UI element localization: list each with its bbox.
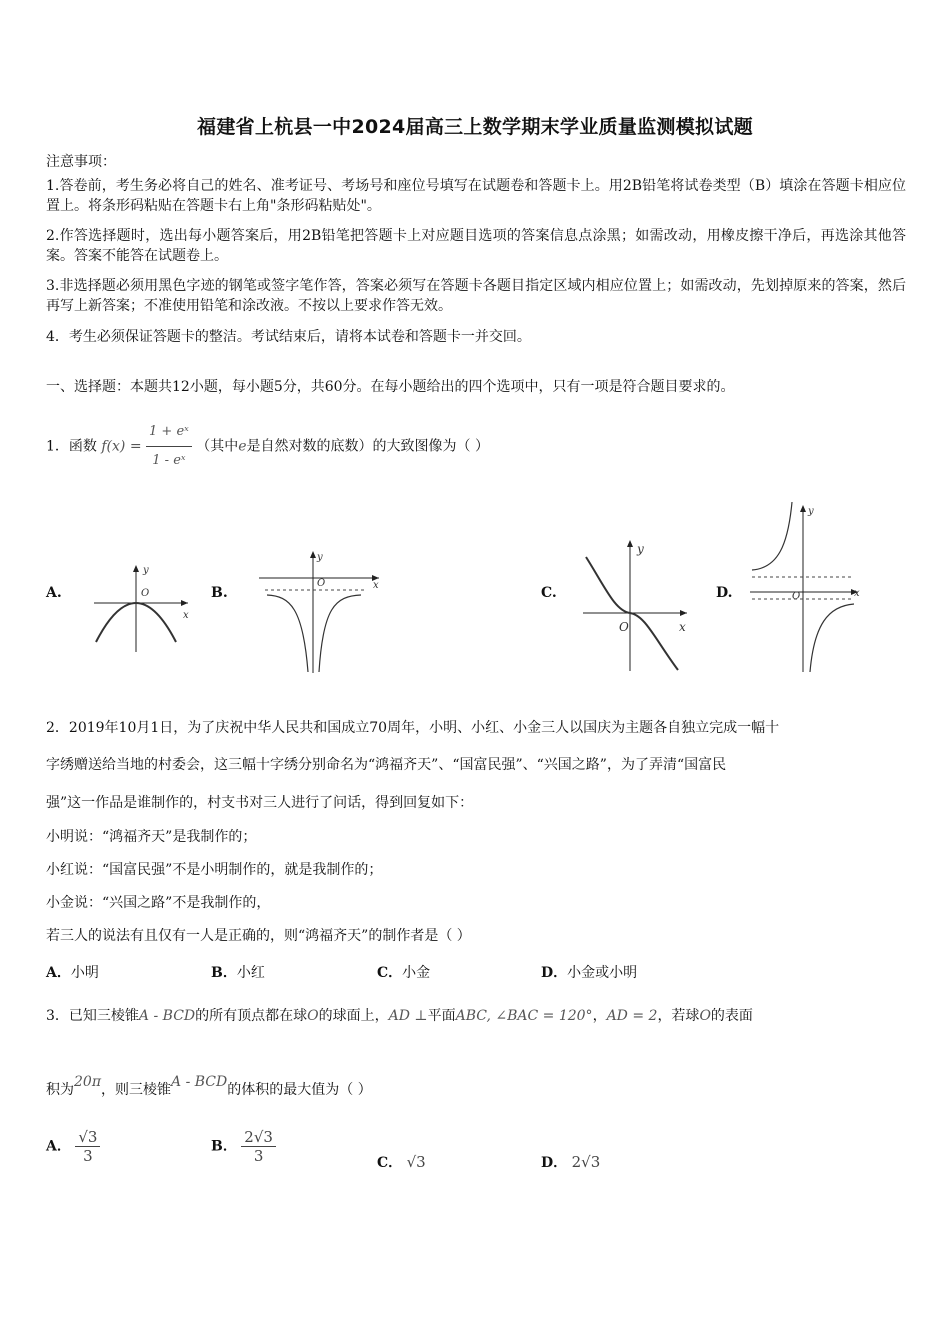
graph-a-x-arrow (181, 600, 188, 606)
graph-a-x-label: x (183, 610, 189, 621)
graph-a-y-label: y (143, 565, 149, 576)
q3-m5: AD = 2 (606, 1008, 658, 1024)
graph-d-curve-left (752, 502, 792, 570)
q2-line-2: 字绣赠送给当地的村委会，这三幅十字绣分别命名为“鸿福齐天”、“国富民强”、“兴国之路”，为了弄清“国富民 (46, 757, 727, 773)
q2-option-c-text: 小金 (402, 965, 431, 981)
q3-m3: AD ⊥ (388, 1008, 428, 1024)
graph-c-y-arrow (627, 540, 633, 547)
q3-p7: 的表面 (710, 1008, 753, 1024)
q1-func: f(x) = (101, 438, 142, 455)
q3-p6: ，若球 (657, 1008, 700, 1024)
q3-line-1 (46, 1006, 753, 1026)
q2-option-b-text: 小红 (236, 965, 265, 981)
q3-option-a-label: A． (46, 1138, 71, 1155)
q2-option-d[interactable] (541, 962, 637, 982)
graph-a-origin: O (141, 588, 150, 599)
q2-line-1: 2．2019年10月1日，为了庆祝中华人民共和国成立70周年，小明、小红、小金三人以国庆为主题各自独立完成一幅十 (46, 720, 780, 736)
q3-option-c-label: C． (377, 1155, 403, 1171)
q3-p5: ， (592, 1008, 607, 1024)
q3-option-a-fraction (75, 1128, 100, 1165)
q3-option-b-den: 3 (253, 1147, 264, 1165)
q2-option-b-label: B． (211, 965, 237, 981)
graph-c-origin: O (619, 620, 629, 634)
q2-option-a-text: 小明 (70, 965, 99, 981)
graph-d-x-label: x (854, 588, 860, 599)
q1-prefix: 1．函数 (46, 438, 97, 455)
q2-option-c-label: C． (377, 965, 403, 981)
q2-option-d-label: D． (541, 965, 568, 981)
notice-item-2: 2.作答选择题时，选出每小题答案后，用2B铅笔把答题卡上对应题目选项的答案信息点涂黑；如需改动，用橡皮擦干净后，再选涂其他答案。答案不能答在试题卷上。 (46, 228, 906, 264)
q2-question: 若三人的说法有且仅有一人是正确的，则“鸿福齐天”的制作者是（ ） (46, 928, 471, 944)
q3-m7: 20π (74, 1074, 102, 1090)
q3-option-d-label: D． (541, 1155, 568, 1171)
graph-d-curve-right (810, 604, 854, 672)
graph-a (90, 560, 195, 660)
graph-c-x-arrow (680, 610, 687, 616)
q3-p4: 平面 (427, 1008, 456, 1024)
graph-b-curve-left (267, 595, 308, 672)
q3-line-2 (46, 1074, 372, 1100)
q1-fraction (146, 418, 192, 475)
graph-a-y-arrow (133, 565, 139, 572)
q3-m8: A - BCD (171, 1074, 228, 1090)
q3-option-c-value: √3 (406, 1153, 426, 1171)
graph-d-y-label: y (808, 506, 814, 517)
q3-m6: O (699, 1008, 711, 1024)
q3-option-d[interactable] (541, 1152, 600, 1172)
q1-option-d[interactable]: D. (716, 585, 733, 601)
q1-denominator: 1 - eˣ (152, 453, 186, 468)
q1-e: e (238, 438, 247, 455)
q2-statement-3: 小金说：“兴国之路”不是我制作的， (46, 895, 271, 911)
graph-c-x-label: x (679, 620, 686, 634)
q3-option-a-den: 3 (83, 1147, 93, 1165)
graph-b-y-arrow (310, 551, 316, 558)
graph-c-y-label: y (637, 542, 644, 556)
graph-d-origin: O (792, 591, 801, 602)
q3-p1: 3．已知三棱锥 (46, 1008, 139, 1024)
notice-heading: 注意事项： (46, 154, 116, 170)
graph-b-x-label: x (373, 580, 379, 591)
page-title: 福建省上杭县一中2024届高三上数学期末学业质量监测模拟试题 (197, 116, 753, 138)
q3-p2: 的所有顶点都在球 (195, 1008, 308, 1024)
q3-p10: 的体积的最大值为（ ） (227, 1082, 372, 1098)
graph-b-y-label: y (317, 552, 323, 563)
q3-p8: 积为 (46, 1082, 74, 1098)
q1-option-c[interactable]: C. (541, 585, 557, 601)
notice-item-4: 4．考生必须保证答题卡的整洁。考试结束后，请将本试卷和答题卡一并交回。 (46, 329, 531, 345)
q2-option-c[interactable] (377, 962, 430, 982)
q1-numerator: 1 + eˣ (146, 418, 192, 447)
notice-item-3: 3.非选择题必须用黑色字迹的钢笔或签字笔作答，答案必须写在答题卡各题目指定区域内相应位置上；如需改动，先划掉原来的答案，然后再写上新答案；不准使用铅笔和涂改液。不按以上要求作答无效。 (46, 278, 906, 314)
graph-b (255, 548, 385, 678)
graph-b-origin: O (317, 578, 326, 589)
graph-b-curve-right (319, 595, 361, 672)
q2-line-3: 强”这一作品是谁制作的，村支书对三人进行了问话，得到回复如下： (46, 795, 474, 811)
notice-item-1: 1.答卷前，考生务必将自己的姓名、准考证号、考场号和座位号填写在试题卷和答题卡上。用2B铅笔将试卷类型（B）填涂在答题卡相应位置上。将条形码粘贴在答题卡右上角"条形码粘贴处"。 (46, 178, 906, 214)
graph-d-y-arrow (800, 505, 806, 512)
graph-d (748, 500, 868, 675)
q3-p9: ，则三棱锥 (101, 1082, 172, 1098)
q1-mid: （其中 (196, 438, 239, 455)
q3-m2: O (307, 1008, 319, 1024)
q3-option-b[interactable] (211, 1128, 276, 1165)
graph-c (583, 535, 693, 675)
q3-option-b-label: B． (211, 1138, 237, 1155)
q2-option-a[interactable] (46, 962, 99, 982)
q3-option-a-num: √3 (75, 1128, 100, 1147)
q3-option-c[interactable] (377, 1152, 426, 1172)
q3-p3: 的球面上， (318, 1008, 389, 1024)
q2-statement-2: 小红说：“国富民强”不是小明制作的，就是我制作的； (46, 862, 383, 878)
q3-option-b-fraction (241, 1128, 276, 1165)
q2-option-d-text: 小金或小明 (567, 965, 638, 981)
q3-option-b-num: 2√3 (241, 1128, 276, 1147)
q1-suffix: 是自然对数的底数）的大致图像为（ ） (246, 438, 489, 455)
q3-m4: ABC, ∠BAC = 120° (455, 1008, 593, 1024)
q1-option-a[interactable]: A. (46, 585, 62, 601)
q3-m1: A - BCD (138, 1008, 196, 1024)
q3-option-a[interactable] (46, 1128, 100, 1165)
question-1 (46, 418, 489, 475)
q3-option-d-value: 2√3 (571, 1153, 601, 1171)
q1-option-b[interactable]: B. (211, 585, 228, 601)
section-heading: 一、选择题：本题共12小题，每小题5分，共60分。在每小题给出的四个选项中，只有一项是符合题目要求的。 (46, 379, 735, 395)
q2-statement-1: 小明说：“鸿福齐天”是我制作的； (46, 829, 257, 845)
q2-option-b[interactable] (211, 962, 265, 982)
q2-option-a-label: A． (46, 965, 71, 981)
